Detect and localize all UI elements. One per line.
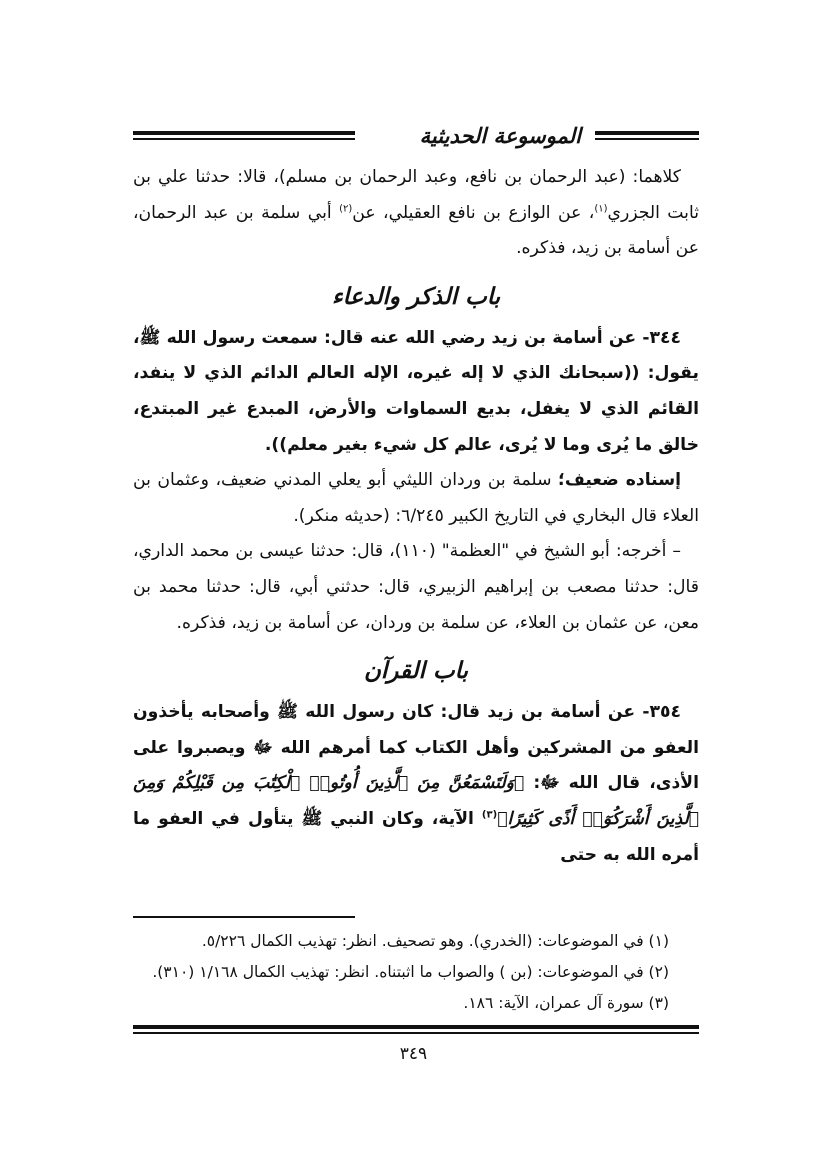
footnote-3: (٣) سورة آل عمران، الآية: ١٨٦. [463, 994, 669, 1012]
hadith-354 [133, 695, 699, 873]
intro-text-mid: ، عن الوازع بن نافع العقيلي، عن [352, 202, 595, 223]
footnote-2: (٢) في الموضوعات: (بن ) والصواب ما اثبتناه. انظر: تهذيب الكمال ١/١٦٨ (٣١٠). [152, 963, 669, 981]
footnote-1: (١) في الموضوعات: (الخدري). وهو تصحيف. انظر: تهذيب الكمال ٥/٢٢٦. [201, 932, 669, 950]
takhrij-paragraph: – أخرجه: أبو الشيخ في "العظمة" (١١٠)، قال: حدثنا عيسى بن محمد الداري، قال: حدثنا مصعب بن إبراهيم الزبيري، قال: حدثني أبي، قال: حدثنا محمد بن معن، عن عثمان بن العلاء، عن سلمة بن وردان، عن أسامة بن زيد، فذكره. [133, 541, 699, 633]
footnote-ref-1[interactable]: (١) [594, 202, 608, 214]
isnad-text: سلمة بن وردان الليثي أبو يعلي المدني ضعيف، وعثمان بن العلاء قال البخاري في التاريخ الكبير ٦/٢٤٥: (حديثه منكر). [133, 470, 699, 526]
header-rule-left [133, 131, 355, 135]
main-text [133, 160, 699, 873]
footnotes [133, 926, 699, 1019]
footnote-separator [133, 916, 355, 918]
bottom-rule-thick [133, 1025, 699, 1029]
intro-paragraph [133, 160, 699, 267]
isnad-label: إسناده ضعيف؛ [558, 470, 681, 491]
intro-text: كلاهما: (عبد الرحمان بن نافع، وعبد الرحمان بن مسلم)، قالا: حدثنا علي بن ثابت الجزري [133, 167, 699, 223]
hadith-354-text: ٣٥٤- عن أسامة بن زيد قال: كان رسول الله ﷺ وأصحابه يأخذون العفو من المشركين وأهل الكتاب كما أمرهم الله ﷻ ويصبروا على الأذى، قال الله ﷻ: [133, 702, 699, 794]
running-header-title: الموسوعة الحديثية [419, 124, 581, 148]
chapter-title-dhikr: باب الذكر والدعاء [331, 283, 501, 310]
bottom-rule-thin [133, 1032, 699, 1034]
page-number: ٣٤٩ [399, 1044, 428, 1064]
chapter-title-quran: باب القرآن [363, 658, 469, 685]
footnote-ref-3[interactable]: (٣) [481, 809, 498, 821]
hadith-344: ٣٤٤- عن أسامة بن زيد رضي الله عنه قال: سمعت رسول الله ﷺ، يقول: ((سبحانك الذي لا إله غيره، الإله العالم الدائم الذي لا ينفد، القائم الذي لا يغفل، بديع السماوات والأرض، المبدع غير المبتدع، خالق ما يُرى وما لا يُرى، عالم كل شيء بغير معلم)). [133, 327, 699, 455]
header-rule-left-thin [133, 138, 355, 140]
footnote-ref-2[interactable]: (٢) [339, 202, 353, 214]
header-rule-right-thin [595, 138, 699, 140]
quran-verse: ﴿وَلَتَسْمَعُنَّ مِنَ ٱلَّذِينَ أُوتُوا۟ ٱلْكِتَٰبَ مِن قَبْلِكُمْ وَمِنَ ٱلَّذِينَ أَشْرَكُوٓا۟ أَذًى كَثِيرًا﴾ [133, 773, 699, 829]
intro-text-end: أبي سلمة بن عبد الرحمان، عن أسامة بن زيد، فذكره. [133, 202, 699, 259]
header-rule-right [595, 131, 699, 135]
hadith-354-continuation: الآية، وكان النبي ﷺ يتأول في العفو ما أمره الله به حتى [133, 808, 699, 865]
isnad-paragraph [133, 463, 699, 534]
running-header [133, 116, 699, 156]
